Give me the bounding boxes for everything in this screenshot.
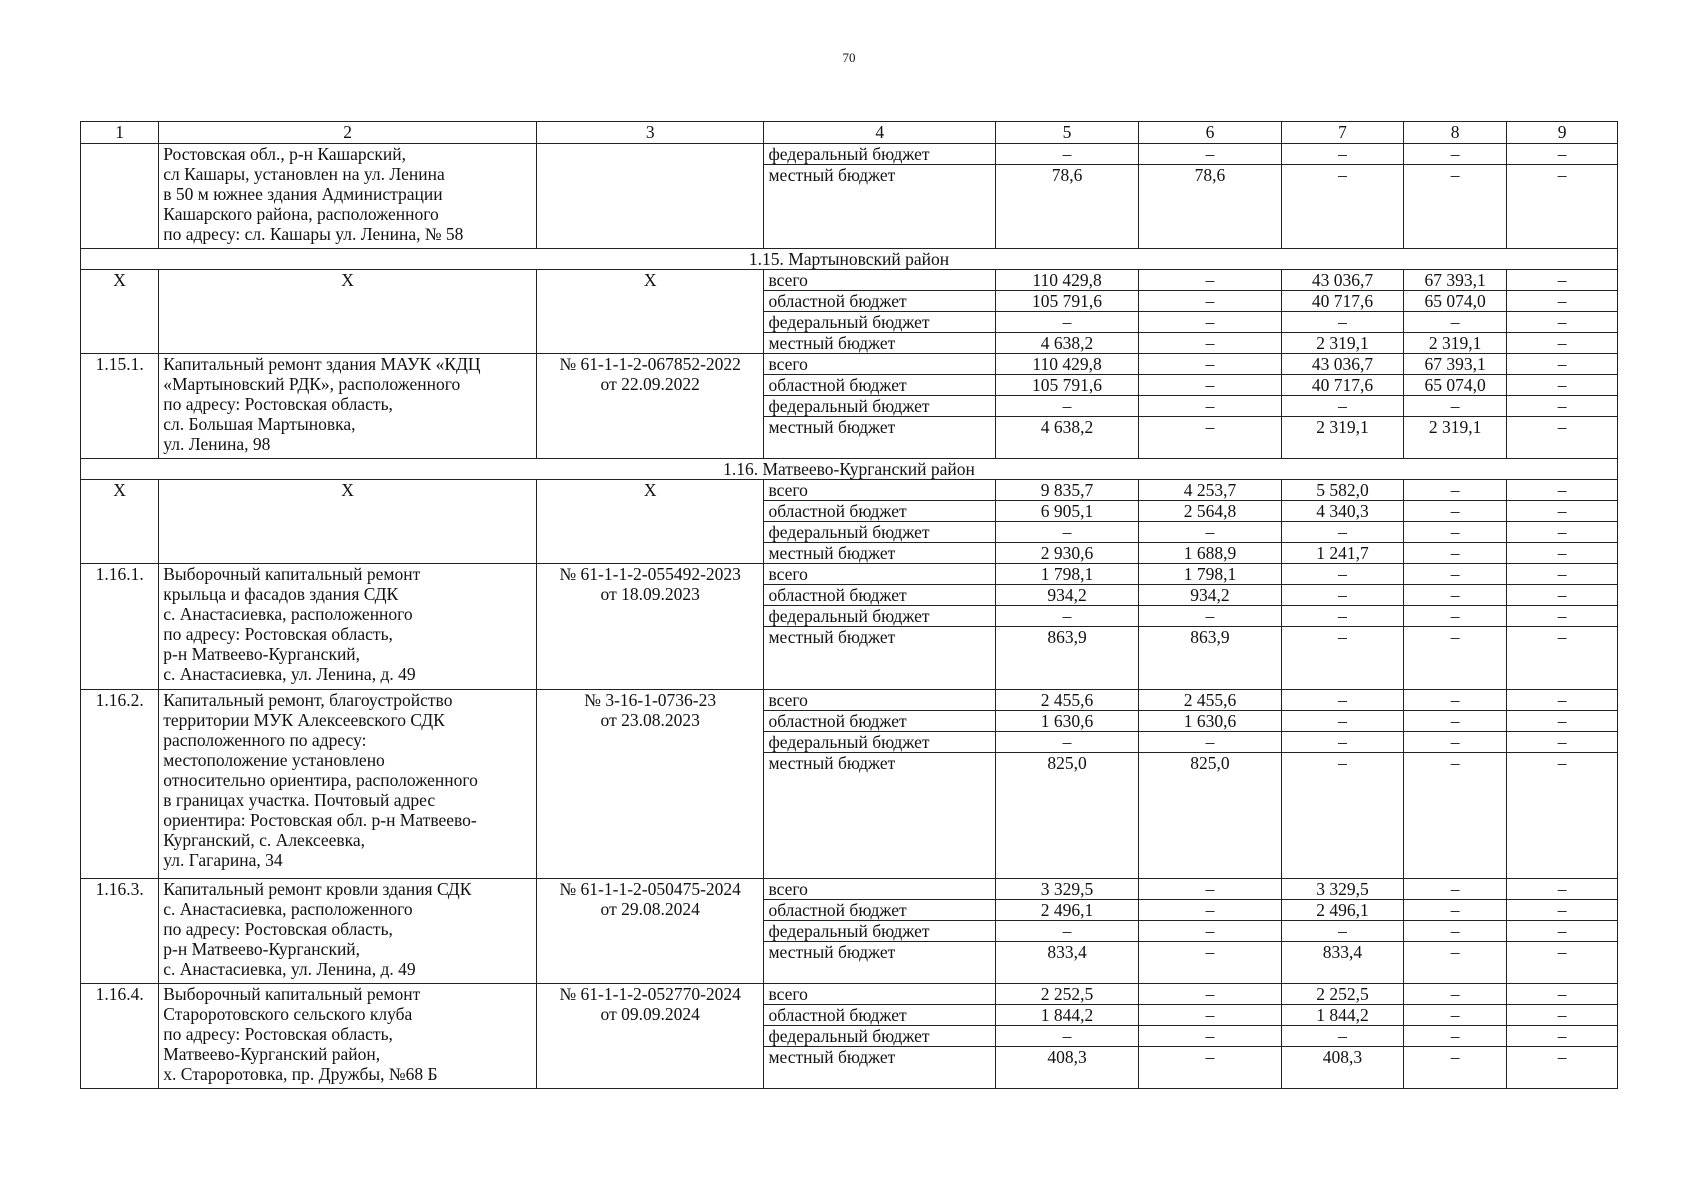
- document-line: Х: [643, 480, 657, 500]
- amount-col-9: –: [1507, 165, 1618, 249]
- amount-col-6: –: [1139, 1026, 1282, 1047]
- address-line: Капитальный ремонт кровли здания СДК: [163, 879, 472, 899]
- budget-source: областной бюджет: [764, 291, 996, 312]
- amount-col-8: –: [1404, 564, 1507, 585]
- amount-col-9: –: [1507, 312, 1618, 333]
- amount-col-5: 110 429,8: [996, 270, 1139, 291]
- budget-source: местный бюджет: [764, 417, 996, 459]
- amount-col-7: –: [1281, 606, 1403, 627]
- amount-col-7: –: [1281, 144, 1403, 165]
- amount-col-7: –: [1281, 711, 1403, 732]
- table-row: [81, 144, 1618, 165]
- amount-col-9: –: [1507, 291, 1618, 312]
- address-line: р-н Матвеево-Курганский,: [163, 939, 361, 959]
- amount-col-8: –: [1404, 942, 1507, 984]
- address-line: с. Анастасиевка, расположенного: [163, 899, 413, 919]
- address-line: в границах участка. Почтовый адрес: [163, 790, 436, 810]
- amount-col-8: –: [1404, 606, 1507, 627]
- amount-col-5: 1 844,2: [996, 1005, 1139, 1026]
- amount-col-8: 67 393,1: [1404, 270, 1507, 291]
- address-line: Х: [341, 480, 354, 500]
- budget-source: местный бюджет: [764, 543, 996, 564]
- amount-col-6: 863,9: [1139, 627, 1282, 690]
- amount-col-8: –: [1404, 165, 1507, 249]
- amount-col-8: 2 319,1: [1404, 333, 1507, 354]
- document-line: № 61-1-1-2-050475-2024: [559, 879, 741, 899]
- budget-source: областной бюджет: [764, 1005, 996, 1026]
- item-number: Х: [81, 270, 159, 354]
- amount-col-5: 2 455,6: [996, 690, 1139, 711]
- address-line: с. Анастасиевка, ул. Ленина, д. 49: [163, 959, 416, 979]
- amount-col-6: –: [1139, 375, 1282, 396]
- item-number: 1.15.1.: [81, 354, 159, 459]
- amount-col-5: 6 905,1: [996, 501, 1139, 522]
- amount-col-9: –: [1507, 1047, 1618, 1089]
- amount-col-5: 1 630,6: [996, 711, 1139, 732]
- column-number-8: 8: [1404, 122, 1507, 144]
- budget-source: федеральный бюджет: [764, 312, 996, 333]
- table-row: [81, 879, 1618, 900]
- amount-col-8: –: [1404, 732, 1507, 753]
- amount-col-8: –: [1404, 711, 1507, 732]
- item-number: Х: [81, 480, 159, 564]
- object-address: [159, 984, 537, 1089]
- amount-col-6: 4 253,7: [1139, 480, 1282, 501]
- amount-col-6: –: [1139, 312, 1282, 333]
- address-line: х. Староротовка, пр. Дружбы, №68 Б: [163, 1064, 438, 1084]
- amount-col-8: –: [1404, 144, 1507, 165]
- document-line: от 29.08.2024: [600, 899, 700, 919]
- amount-col-8: –: [1404, 522, 1507, 543]
- address-line: территории МУК Алексеевского СДК: [163, 710, 445, 730]
- amount-col-6: –: [1139, 522, 1282, 543]
- amount-col-9: –: [1507, 396, 1618, 417]
- column-number-2: 2: [159, 122, 537, 144]
- amount-col-9: –: [1507, 543, 1618, 564]
- amount-col-5: –: [996, 1026, 1139, 1047]
- object-address: [159, 354, 537, 459]
- amount-col-5: –: [996, 144, 1139, 165]
- amount-col-5: 9 835,7: [996, 480, 1139, 501]
- address-line: по адресу: сл. Кашары ул. Ленина, № 58: [163, 224, 464, 244]
- budget-source: федеральный бюджет: [764, 522, 996, 543]
- budget-source: местный бюджет: [764, 165, 996, 249]
- address-line: крыльца и фасадов здания СДК: [163, 584, 399, 604]
- item-number: [81, 144, 159, 249]
- amount-col-9: –: [1507, 921, 1618, 942]
- budget-source: всего: [764, 879, 996, 900]
- amount-col-9: –: [1507, 564, 1618, 585]
- item-number: 1.16.4.: [81, 984, 159, 1089]
- budget-source: областной бюджет: [764, 375, 996, 396]
- amount-col-5: –: [996, 312, 1139, 333]
- document-number: [536, 270, 763, 354]
- budget-source: федеральный бюджет: [764, 732, 996, 753]
- amount-col-8: 65 074,0: [1404, 291, 1507, 312]
- amount-col-8: –: [1404, 921, 1507, 942]
- address-line: расположенного по адресу:: [163, 730, 367, 750]
- table-row: [81, 480, 1618, 501]
- amount-col-7: –: [1281, 921, 1403, 942]
- budget-source: федеральный бюджет: [764, 1026, 996, 1047]
- amount-col-7: –: [1281, 690, 1403, 711]
- amount-col-7: –: [1281, 564, 1403, 585]
- section-title: 1.15. Мартыновский район: [81, 249, 1618, 270]
- amount-col-5: 4 638,2: [996, 333, 1139, 354]
- amount-col-5: –: [996, 396, 1139, 417]
- amount-col-8: –: [1404, 879, 1507, 900]
- amount-col-8: –: [1404, 627, 1507, 690]
- amount-col-8: –: [1404, 543, 1507, 564]
- amount-col-5: 105 791,6: [996, 291, 1139, 312]
- amount-col-6: 1 630,6: [1139, 711, 1282, 732]
- column-number-1: 1: [81, 122, 159, 144]
- address-line: Староротовского сельского клуба: [163, 1004, 413, 1024]
- item-number: 1.16.3.: [81, 879, 159, 984]
- amount-col-7: –: [1281, 753, 1403, 879]
- section-title: 1.16. Матвеево-Курганский район: [81, 459, 1618, 480]
- amount-col-9: –: [1507, 144, 1618, 165]
- amount-col-9: –: [1507, 333, 1618, 354]
- amount-col-8: –: [1404, 1005, 1507, 1026]
- address-line: сл. Большая Мартыновка,: [163, 414, 356, 434]
- amount-col-9: –: [1507, 690, 1618, 711]
- document-number: [536, 354, 763, 459]
- amount-col-9: –: [1507, 375, 1618, 396]
- amount-col-9: –: [1507, 879, 1618, 900]
- budget-table: [80, 121, 1618, 1089]
- object-address: [159, 144, 537, 249]
- document-line: № 3-16-1-0736-23: [584, 690, 717, 710]
- amount-col-6: –: [1139, 606, 1282, 627]
- amount-col-7: 5 582,0: [1281, 480, 1403, 501]
- amount-col-9: –: [1507, 417, 1618, 459]
- amount-col-6: –: [1139, 417, 1282, 459]
- item-number: 1.16.2.: [81, 690, 159, 879]
- table-row: [81, 690, 1618, 711]
- document-number: [536, 879, 763, 984]
- amount-col-5: –: [996, 606, 1139, 627]
- page-number: 70: [842, 50, 856, 65]
- amount-col-7: –: [1281, 585, 1403, 606]
- address-line: ул. Ленина, 98: [163, 434, 271, 454]
- document-number: [536, 480, 763, 564]
- budget-source: федеральный бюджет: [764, 606, 996, 627]
- budget-source: областной бюджет: [764, 585, 996, 606]
- amount-col-5: –: [996, 921, 1139, 942]
- amount-col-5: 408,3: [996, 1047, 1139, 1089]
- amount-col-6: 1 798,1: [1139, 564, 1282, 585]
- amount-col-7: 2 252,5: [1281, 984, 1403, 1005]
- amount-col-5: 863,9: [996, 627, 1139, 690]
- amount-col-6: –: [1139, 921, 1282, 942]
- amount-col-6: –: [1139, 1005, 1282, 1026]
- address-line: Кашарского района, расположенного: [163, 204, 439, 224]
- amount-col-9: –: [1507, 606, 1618, 627]
- amount-col-7: 4 340,3: [1281, 501, 1403, 522]
- budget-source: всего: [764, 354, 996, 375]
- amount-col-8: 2 319,1: [1404, 417, 1507, 459]
- budget-source: федеральный бюджет: [764, 921, 996, 942]
- address-line: Ростовская обл., р-н Кашарский,: [163, 144, 406, 164]
- amount-col-5: 105 791,6: [996, 375, 1139, 396]
- amount-col-5: 825,0: [996, 753, 1139, 879]
- document-line: от 22.09.2022: [600, 374, 700, 394]
- amount-col-7: 2 319,1: [1281, 333, 1403, 354]
- table-row: [81, 984, 1618, 1005]
- amount-col-6: –: [1139, 984, 1282, 1005]
- amount-col-8: –: [1404, 690, 1507, 711]
- amount-col-7: –: [1281, 1026, 1403, 1047]
- address-line: Курганский, с. Алексеевка,: [163, 830, 366, 850]
- amount-col-6: –: [1139, 291, 1282, 312]
- document-number: [536, 690, 763, 879]
- document-line: Х: [643, 270, 657, 290]
- document-number: [536, 144, 763, 249]
- amount-col-9: –: [1507, 900, 1618, 921]
- budget-source: всего: [764, 480, 996, 501]
- table-row: [81, 354, 1618, 375]
- object-address: [159, 270, 537, 354]
- address-line: в 50 м южнее здания Администрации: [163, 184, 443, 204]
- amount-col-6: 825,0: [1139, 753, 1282, 879]
- budget-source: местный бюджет: [764, 753, 996, 879]
- amount-col-6: –: [1139, 396, 1282, 417]
- amount-col-6: –: [1139, 270, 1282, 291]
- amount-col-9: –: [1507, 627, 1618, 690]
- amount-col-5: –: [996, 522, 1139, 543]
- amount-col-5: 3 329,5: [996, 879, 1139, 900]
- address-line: по адресу: Ростовская область,: [163, 1024, 393, 1044]
- amount-col-9: –: [1507, 753, 1618, 879]
- amount-col-8: –: [1404, 480, 1507, 501]
- document-number: [536, 564, 763, 690]
- amount-col-8: –: [1404, 753, 1507, 879]
- amount-col-5: 833,4: [996, 942, 1139, 984]
- amount-col-5: 934,2: [996, 585, 1139, 606]
- amount-col-7: –: [1281, 396, 1403, 417]
- amount-col-8: –: [1404, 585, 1507, 606]
- column-number-5: 5: [996, 122, 1139, 144]
- address-line: ул. Гагарина, 34: [163, 850, 283, 870]
- address-line: с. Анастасиевка, ул. Ленина, д. 49: [163, 664, 416, 684]
- address-line: по адресу: Ростовская область,: [163, 394, 393, 414]
- amount-col-5: 1 798,1: [996, 564, 1139, 585]
- object-address: [159, 564, 537, 690]
- address-line: сл Кашары, установлен на ул. Ленина: [163, 164, 445, 184]
- amount-col-6: 2 455,6: [1139, 690, 1282, 711]
- document-line: № 61-1-1-2-067852-2022: [559, 354, 741, 374]
- amount-col-8: 67 393,1: [1404, 354, 1507, 375]
- budget-source: всего: [764, 690, 996, 711]
- amount-col-9: –: [1507, 984, 1618, 1005]
- amount-col-6: –: [1139, 1047, 1282, 1089]
- budget-source: всего: [764, 270, 996, 291]
- amount-col-6: 78,6: [1139, 165, 1282, 249]
- amount-col-6: 934,2: [1139, 585, 1282, 606]
- address-line: «Мартыновский РДК», расположенного: [163, 374, 461, 394]
- column-number-3: 3: [536, 122, 763, 144]
- amount-col-7: 1 241,7: [1281, 543, 1403, 564]
- budget-source: всего: [764, 984, 996, 1005]
- amount-col-7: 43 036,7: [1281, 354, 1403, 375]
- amount-col-5: –: [996, 732, 1139, 753]
- amount-col-5: 2 496,1: [996, 900, 1139, 921]
- amount-col-7: –: [1281, 165, 1403, 249]
- amount-col-6: –: [1139, 732, 1282, 753]
- address-line: Капитальный ремонт здания МАУК «КДЦ: [163, 354, 481, 374]
- document-number: [536, 984, 763, 1089]
- document-line: от 09.09.2024: [600, 1004, 700, 1024]
- amount-col-7: 1 844,2: [1281, 1005, 1403, 1026]
- budget-source: областной бюджет: [764, 501, 996, 522]
- amount-col-8: –: [1404, 900, 1507, 921]
- document-line: от 23.08.2023: [600, 710, 700, 730]
- amount-col-5: 110 429,8: [996, 354, 1139, 375]
- amount-col-9: –: [1507, 1005, 1618, 1026]
- amount-col-8: 65 074,0: [1404, 375, 1507, 396]
- budget-source: областной бюджет: [764, 711, 996, 732]
- column-number-6: 6: [1139, 122, 1282, 144]
- amount-col-7: 2 319,1: [1281, 417, 1403, 459]
- amount-col-7: –: [1281, 627, 1403, 690]
- column-number-9: 9: [1507, 122, 1618, 144]
- amount-col-6: –: [1139, 354, 1282, 375]
- section-row: [81, 459, 1618, 480]
- item-number: 1.16.1.: [81, 564, 159, 690]
- amount-col-6: –: [1139, 333, 1282, 354]
- amount-col-9: –: [1507, 942, 1618, 984]
- amount-col-8: –: [1404, 984, 1507, 1005]
- amount-col-6: –: [1139, 900, 1282, 921]
- address-line: Матвеево-Курганский район,: [163, 1044, 381, 1064]
- amount-col-7: 40 717,6: [1281, 291, 1403, 312]
- amount-col-6: –: [1139, 144, 1282, 165]
- address-line: ориентира: Ростовская обл. р-н Матвеево-: [163, 810, 477, 830]
- object-address: [159, 690, 537, 879]
- amount-col-8: –: [1404, 312, 1507, 333]
- amount-col-5: 2 930,6: [996, 543, 1139, 564]
- budget-source: местный бюджет: [764, 627, 996, 690]
- amount-col-7: –: [1281, 312, 1403, 333]
- amount-col-5: 78,6: [996, 165, 1139, 249]
- section-row: [81, 249, 1618, 270]
- address-line: по адресу: Ростовская область,: [163, 624, 393, 644]
- amount-col-9: –: [1507, 1026, 1618, 1047]
- amount-col-7: 2 496,1: [1281, 900, 1403, 921]
- amount-col-8: –: [1404, 396, 1507, 417]
- object-address: [159, 480, 537, 564]
- column-number-header: [81, 122, 1618, 144]
- budget-source: местный бюджет: [764, 1047, 996, 1089]
- address-line: с. Анастасиевка, расположенного: [163, 604, 413, 624]
- amount-col-7: –: [1281, 522, 1403, 543]
- amount-col-8: –: [1404, 501, 1507, 522]
- budget-source: местный бюджет: [764, 333, 996, 354]
- amount-col-7: 3 329,5: [1281, 879, 1403, 900]
- amount-col-7: 408,3: [1281, 1047, 1403, 1089]
- amount-col-9: –: [1507, 585, 1618, 606]
- address-line: местоположение установлено: [163, 750, 385, 770]
- column-number-4: 4: [764, 122, 996, 144]
- address-line: р-н Матвеево-Курганский,: [163, 644, 361, 664]
- amount-col-8: –: [1404, 1026, 1507, 1047]
- amount-col-6: 1 688,9: [1139, 543, 1282, 564]
- amount-col-7: 40 717,6: [1281, 375, 1403, 396]
- table-body: [81, 122, 1618, 1089]
- address-line: относительно ориентира, расположенного: [163, 770, 478, 790]
- address-line: по адресу: Ростовская область,: [163, 919, 393, 939]
- document-line: от 18.09.2023: [600, 584, 700, 604]
- address-line: Х: [341, 270, 354, 290]
- address-line: Выборочный капитальный ремонт: [163, 984, 421, 1004]
- amount-col-9: –: [1507, 732, 1618, 753]
- budget-source: местный бюджет: [764, 942, 996, 984]
- amount-col-5: 2 252,5: [996, 984, 1139, 1005]
- amount-col-7: –: [1281, 732, 1403, 753]
- amount-col-9: –: [1507, 711, 1618, 732]
- document-line: № 61-1-1-2-052770-2024: [559, 984, 741, 1004]
- amount-col-7: 833,4: [1281, 942, 1403, 984]
- amount-col-6: –: [1139, 942, 1282, 984]
- budget-source: областной бюджет: [764, 900, 996, 921]
- column-number-7: 7: [1281, 122, 1403, 144]
- table-row: [81, 270, 1618, 291]
- budget-source: федеральный бюджет: [764, 396, 996, 417]
- amount-col-9: –: [1507, 522, 1618, 543]
- amount-col-9: –: [1507, 270, 1618, 291]
- amount-col-8: –: [1404, 1047, 1507, 1089]
- amount-col-6: –: [1139, 879, 1282, 900]
- amount-col-6: 2 564,8: [1139, 501, 1282, 522]
- amount-col-9: –: [1507, 354, 1618, 375]
- object-address: [159, 879, 537, 984]
- amount-col-7: 43 036,7: [1281, 270, 1403, 291]
- amount-col-9: –: [1507, 480, 1618, 501]
- amount-col-9: –: [1507, 501, 1618, 522]
- table-row: [81, 564, 1618, 585]
- address-line: Выборочный капитальный ремонт: [163, 564, 421, 584]
- address-line: Капитальный ремонт, благоустройство: [163, 690, 453, 710]
- budget-source: федеральный бюджет: [764, 144, 996, 165]
- amount-col-5: 4 638,2: [996, 417, 1139, 459]
- budget-source: всего: [764, 564, 996, 585]
- document-line: № 61-1-1-2-055492-2023: [559, 564, 741, 584]
